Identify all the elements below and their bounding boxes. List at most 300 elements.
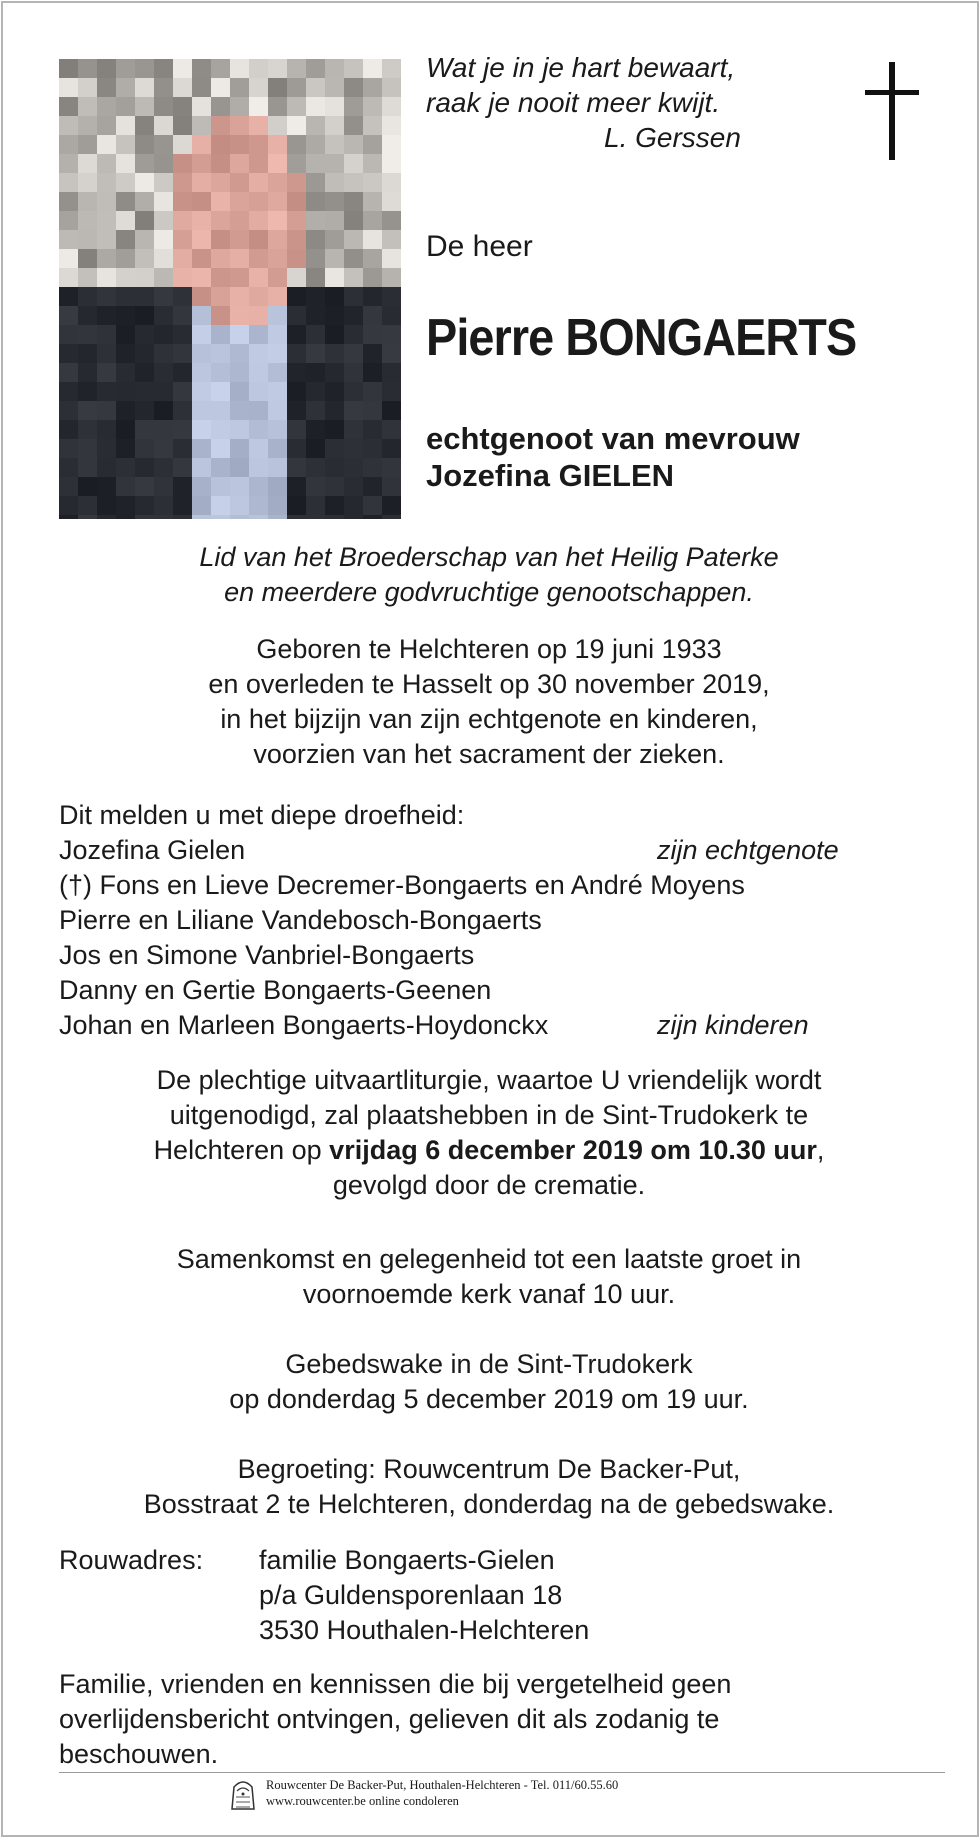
photo-pixel — [59, 496, 78, 515]
photo-pixel — [230, 116, 249, 135]
photo-pixel — [116, 211, 135, 230]
greeting-block — [59, 1452, 919, 1522]
photo-pixel — [173, 135, 192, 154]
photo-pixel — [249, 135, 268, 154]
photo-pixel — [78, 59, 97, 78]
photo-pixel — [59, 211, 78, 230]
photo-pixel — [78, 344, 97, 363]
photo-pixel — [363, 439, 382, 458]
photo-pixel — [306, 192, 325, 211]
life-line: en overleden te Hasselt op 30 november 2019, — [208, 669, 770, 699]
photo-pixel — [344, 135, 363, 154]
photo-pixel — [287, 97, 306, 116]
photo-pixel — [135, 249, 154, 268]
photo-pixel — [78, 382, 97, 401]
photo-pixel — [192, 344, 211, 363]
photo-pixel — [306, 249, 325, 268]
photo-pixel — [230, 382, 249, 401]
photo-pixel — [249, 401, 268, 420]
photo-pixel — [78, 154, 97, 173]
quote-author: L. Gerssen — [604, 122, 741, 153]
photo-pixel — [154, 306, 173, 325]
photo-pixel — [192, 154, 211, 173]
photo-pixel — [135, 344, 154, 363]
photo-pixel — [363, 420, 382, 439]
greeting-line: Bosstraat 2 te Helchteren, donderdag na de gebedswake. — [143, 1489, 835, 1519]
photo-pixel — [97, 173, 116, 192]
closing-line: Familie, vrienden en kennissen die bij vergetelheid geen — [59, 1669, 732, 1699]
photo-pixel — [211, 496, 230, 515]
photo-pixel — [192, 515, 211, 519]
photo-pixel — [230, 496, 249, 515]
photo-pixel — [249, 382, 268, 401]
photo-pixel — [97, 496, 116, 515]
photo-pixel — [382, 439, 401, 458]
photo-pixel — [78, 515, 97, 519]
photo-pixel — [59, 173, 78, 192]
photo-pixel — [363, 211, 382, 230]
photo-pixel — [116, 173, 135, 192]
photo-pixel — [344, 382, 363, 401]
photo-pixel — [59, 78, 78, 97]
photo-pixel — [154, 420, 173, 439]
photo-pixel — [78, 249, 97, 268]
vigil-block — [59, 1347, 919, 1417]
photo-pixel — [78, 173, 97, 192]
photo-pixel — [363, 325, 382, 344]
photo-pixel — [154, 116, 173, 135]
photo-pixel — [192, 477, 211, 496]
photo-pixel — [135, 325, 154, 344]
photo-pixel — [363, 363, 382, 382]
photo-pixel — [97, 287, 116, 306]
photo-pixel — [325, 97, 344, 116]
photo-pixel — [230, 420, 249, 439]
photo-pixel — [192, 230, 211, 249]
photo-pixel — [116, 439, 135, 458]
photo-pixel — [249, 59, 268, 78]
photo-pixel — [249, 97, 268, 116]
photo-pixel — [135, 287, 154, 306]
photo-pixel — [287, 268, 306, 287]
announcer-name: Jozefina Gielen — [59, 835, 246, 865]
photo-pixel — [268, 192, 287, 211]
photo-pixel — [135, 420, 154, 439]
photo-pixel — [325, 496, 344, 515]
photo-pixel — [363, 306, 382, 325]
gathering-block — [59, 1242, 919, 1312]
photo-pixel — [363, 154, 382, 173]
photo-pixel — [154, 211, 173, 230]
photo-pixel — [78, 78, 97, 97]
photo-pixel — [211, 382, 230, 401]
photo-pixel — [325, 515, 344, 519]
photo-pixel — [116, 135, 135, 154]
funeral-text: , — [816, 1135, 825, 1165]
photo-pixel — [268, 458, 287, 477]
photo-pixel — [344, 154, 363, 173]
photo-pixel — [306, 363, 325, 382]
photo-pixel — [78, 287, 97, 306]
photo-pixel — [154, 458, 173, 477]
photo-pixel — [154, 230, 173, 249]
photo-pixel — [268, 211, 287, 230]
photo-pixel — [192, 325, 211, 344]
photo-pixel — [211, 78, 230, 97]
quote-line: raak je nooit meer kwijt. — [426, 87, 721, 118]
photo-pixel — [363, 192, 382, 211]
photo-pixel — [78, 211, 97, 230]
photo-pixel — [382, 420, 401, 439]
photo-pixel — [287, 363, 306, 382]
photo-pixel — [154, 268, 173, 287]
photo-pixel — [230, 401, 249, 420]
photo-pixel — [116, 515, 135, 519]
announcer-role: zijn echtgenote — [657, 835, 839, 865]
photo-pixel — [363, 78, 382, 97]
photo-pixel — [268, 496, 287, 515]
photo-pixel — [211, 211, 230, 230]
photo-pixel — [249, 420, 268, 439]
photo-pixel — [97, 116, 116, 135]
photo-pixel — [268, 97, 287, 116]
photo-pixel — [306, 325, 325, 344]
photo-pixel — [287, 515, 306, 519]
photo-pixel — [211, 268, 230, 287]
photo-pixel — [249, 268, 268, 287]
photo-pixel — [116, 325, 135, 344]
photo-pixel — [59, 325, 78, 344]
photo-pixel — [59, 306, 78, 325]
photo-pixel — [116, 230, 135, 249]
photo-pixel — [97, 458, 116, 477]
funeral-line: De plechtige uitvaartliturgie, waartoe U vriendelijk wordt — [156, 1065, 822, 1095]
photo-pixel — [306, 420, 325, 439]
photo-pixel — [173, 173, 192, 192]
photo-pixel — [306, 458, 325, 477]
photo-pixel — [306, 515, 325, 519]
photo-pixel — [116, 496, 135, 515]
announcer-name: Johan en Marleen Bongaerts-Hoydonckx — [59, 1010, 549, 1040]
photo-pixel — [382, 458, 401, 477]
funeral-line — [59, 1133, 919, 1168]
photo-pixel — [154, 439, 173, 458]
photo-pixel — [135, 173, 154, 192]
photo-pixel — [306, 78, 325, 97]
photo-pixel — [363, 268, 382, 287]
photo-pixel — [344, 306, 363, 325]
photo-pixel — [154, 287, 173, 306]
photo-pixel — [382, 306, 401, 325]
photo-pixel — [306, 496, 325, 515]
photo-pixel — [287, 496, 306, 515]
photo-pixel — [211, 401, 230, 420]
photo-pixel — [173, 496, 192, 515]
address-line: familie Bongaerts-Gielen — [259, 1545, 555, 1575]
photo-pixel — [344, 192, 363, 211]
photo-pixel — [344, 477, 363, 496]
photo-pixel — [135, 135, 154, 154]
photo-pixel — [116, 59, 135, 78]
photo-pixel — [116, 458, 135, 477]
membership-block — [59, 540, 919, 610]
photo-pixel — [382, 97, 401, 116]
photo-pixel — [325, 401, 344, 420]
photo-pixel — [154, 477, 173, 496]
photo-pixel — [211, 515, 230, 519]
photo-pixel — [154, 496, 173, 515]
photo-pixel — [268, 135, 287, 154]
photo-pixel — [344, 515, 363, 519]
photo-pixel — [116, 401, 135, 420]
photo-pixel — [154, 382, 173, 401]
photo-pixel — [78, 306, 97, 325]
photo-pixel — [249, 230, 268, 249]
photo-pixel — [363, 515, 382, 519]
photo-pixel — [192, 439, 211, 458]
photo-pixel — [344, 211, 363, 230]
announcer-row: Danny en Gertie Bongaerts-Geenen — [59, 975, 492, 1005]
photo-pixel — [192, 192, 211, 211]
photo-pixel — [173, 78, 192, 97]
photo-pixel — [344, 230, 363, 249]
photo-pixel — [363, 135, 382, 154]
photo-pixel — [382, 116, 401, 135]
photo-pixel — [268, 325, 287, 344]
photo-pixel — [363, 458, 382, 477]
photo-pixel — [249, 439, 268, 458]
footer-line: www.rouwcenter.be online condoleren — [266, 1794, 459, 1808]
photo-pixel — [344, 439, 363, 458]
photo-pixel — [59, 116, 78, 135]
photo-pixel — [344, 496, 363, 515]
photo-pixel — [173, 154, 192, 173]
photo-pixel — [306, 135, 325, 154]
photo-pixel — [192, 382, 211, 401]
photo-pixel — [287, 173, 306, 192]
photo-pixel — [78, 192, 97, 211]
photo-pixel — [344, 249, 363, 268]
photo-pixel — [192, 458, 211, 477]
photo-pixel — [173, 363, 192, 382]
photo-pixel — [287, 116, 306, 135]
photo-pixel — [135, 78, 154, 97]
announcer-row: Pierre en Liliane Vandebosch-Bongaerts — [59, 905, 542, 935]
photo-pixel — [116, 78, 135, 97]
photo-pixel — [363, 401, 382, 420]
photo-pixel — [382, 249, 401, 268]
photo-pixel — [249, 363, 268, 382]
photo-pixel — [325, 344, 344, 363]
photo-pixel — [249, 458, 268, 477]
photo-pixel — [287, 135, 306, 154]
photo-pixel — [382, 192, 401, 211]
quote-block — [426, 50, 741, 155]
photo-pixel — [363, 249, 382, 268]
photo-pixel — [135, 439, 154, 458]
photo-pixel — [344, 59, 363, 78]
photo-pixel — [344, 173, 363, 192]
footer-line: Rouwcenter De Backer-Put, Houthalen-Helchteren - Tel. 011/60.55.60 — [266, 1778, 619, 1792]
photo-pixel — [325, 382, 344, 401]
membership-line: en meerdere godvruchtige genootschappen. — [224, 577, 754, 607]
photo-pixel — [97, 325, 116, 344]
photo-pixel — [230, 97, 249, 116]
photo-pixel — [135, 230, 154, 249]
photo-pixel — [59, 59, 78, 78]
photo-pixel — [135, 306, 154, 325]
photo-pixel — [382, 287, 401, 306]
spouse-line: echtgenoot van mevrouw — [426, 421, 800, 456]
funeral-line: uitgenodigd, zal plaatshebben in de Sint-Trudokerk te — [169, 1100, 809, 1130]
membership-line: Lid van het Broederschap van het Heilig Paterke — [199, 542, 779, 572]
photo-pixel — [382, 401, 401, 420]
photo-pixel — [59, 97, 78, 116]
photo-pixel — [230, 249, 249, 268]
photo-pixel — [344, 420, 363, 439]
address-label: Rouwadres: — [59, 1545, 204, 1575]
photo-pixel — [97, 97, 116, 116]
photo-pixel — [382, 154, 401, 173]
photo-pixel — [154, 59, 173, 78]
photo-pixel — [325, 116, 344, 135]
photo-pixel — [287, 306, 306, 325]
spouse-name: Jozefina GIELEN — [426, 458, 675, 493]
photo-pixel — [78, 268, 97, 287]
photo-pixel — [211, 477, 230, 496]
photo-pixel — [192, 249, 211, 268]
photo-pixel — [287, 78, 306, 97]
vigil-line: op donderdag 5 december 2019 om 19 uur. — [229, 1384, 749, 1414]
photo-pixel — [230, 268, 249, 287]
photo-pixel — [78, 496, 97, 515]
photo-pixel — [287, 211, 306, 230]
photo-pixel — [173, 439, 192, 458]
photo-pixel — [249, 287, 268, 306]
photo-pixel — [325, 287, 344, 306]
photo-pixel — [192, 78, 211, 97]
photo-pixel — [268, 59, 287, 78]
photo-pixel — [325, 363, 344, 382]
photo-pixel — [211, 363, 230, 382]
photo-pixel — [211, 59, 230, 78]
photo-pixel — [59, 268, 78, 287]
photo-pixel — [211, 97, 230, 116]
photo-pixel — [363, 97, 382, 116]
photo-pixel — [97, 78, 116, 97]
photo-pixel — [306, 230, 325, 249]
photo-pixel — [344, 344, 363, 363]
photo-pixel — [363, 230, 382, 249]
photo-pixel — [249, 173, 268, 192]
photo-pixel — [192, 420, 211, 439]
photo-pixel — [249, 496, 268, 515]
photo-pixel — [382, 363, 401, 382]
photo-pixel — [325, 306, 344, 325]
photo-pixel — [78, 420, 97, 439]
photo-pixel — [116, 249, 135, 268]
photo-pixel — [116, 192, 135, 211]
photo-pixel — [382, 382, 401, 401]
photo-pixel — [382, 268, 401, 287]
photo-pixel — [173, 344, 192, 363]
funeral-block — [59, 1063, 919, 1203]
announcer-row — [59, 833, 919, 868]
photo-pixel — [230, 515, 249, 519]
photo-pixel — [306, 154, 325, 173]
photo-pixel — [249, 344, 268, 363]
photo-pixel — [173, 230, 192, 249]
photo-pixel — [287, 420, 306, 439]
photo-pixel — [192, 401, 211, 420]
photo-pixel — [135, 496, 154, 515]
photo-pixel — [116, 344, 135, 363]
photo-pixel — [249, 325, 268, 344]
photo-pixel — [268, 515, 287, 519]
spouse-block — [426, 420, 800, 494]
photo-pixel — [382, 515, 401, 519]
deceased-name: Pierre BONGAERTS — [426, 309, 857, 367]
photo-pixel — [192, 135, 211, 154]
closing-block — [59, 1667, 919, 1772]
funeral-line: gevolgd door de crematie. — [332, 1170, 646, 1200]
photo-pixel — [78, 401, 97, 420]
photo-pixel — [154, 154, 173, 173]
photo-pixel — [173, 401, 192, 420]
photo-pixel — [173, 97, 192, 116]
photo-pixel — [116, 306, 135, 325]
photo-pixel — [268, 420, 287, 439]
quote-line: Wat je in je hart bewaart, — [426, 52, 736, 83]
photo-pixel — [78, 458, 97, 477]
life-line: in het bijzijn van zijn echtgenote en kinderen, — [220, 704, 758, 734]
photo-pixel — [268, 401, 287, 420]
photo-pixel — [192, 306, 211, 325]
life-line: voorzien van het sacrament der zieken. — [253, 739, 725, 769]
photo-pixel — [382, 78, 401, 97]
photo-pixel — [211, 287, 230, 306]
photo-pixel — [325, 230, 344, 249]
photo-pixel — [382, 496, 401, 515]
photo-pixel — [325, 420, 344, 439]
announcers-block — [59, 798, 919, 1043]
photo-pixel — [306, 439, 325, 458]
photo-pixel — [306, 268, 325, 287]
photo-pixel — [59, 382, 78, 401]
photo-pixel — [154, 173, 173, 192]
address-line: p/a Guldensporenlaan 18 — [259, 1580, 563, 1610]
photo-pixel — [97, 515, 116, 519]
photo-pixel — [173, 306, 192, 325]
photo-pixel — [135, 401, 154, 420]
photo-pixel — [268, 382, 287, 401]
photo-pixel — [268, 230, 287, 249]
photo-pixel — [325, 135, 344, 154]
gathering-line: Samenkomst en gelegenheid tot een laatste groet in — [176, 1244, 802, 1274]
photo-pixel — [97, 249, 116, 268]
photo-pixel — [59, 363, 78, 382]
photo-pixel — [382, 135, 401, 154]
photo-pixel — [249, 154, 268, 173]
photo-pixel — [192, 211, 211, 230]
photo-pixel — [116, 382, 135, 401]
address-line: 3530 Houthalen-Helchteren — [259, 1615, 590, 1645]
photo-pixel — [78, 363, 97, 382]
photo-pixel — [97, 382, 116, 401]
greeting-line: Begroeting: Rouwcentrum De Backer-Put, — [237, 1454, 741, 1484]
photo-pixel — [382, 211, 401, 230]
photo-pixel — [249, 192, 268, 211]
